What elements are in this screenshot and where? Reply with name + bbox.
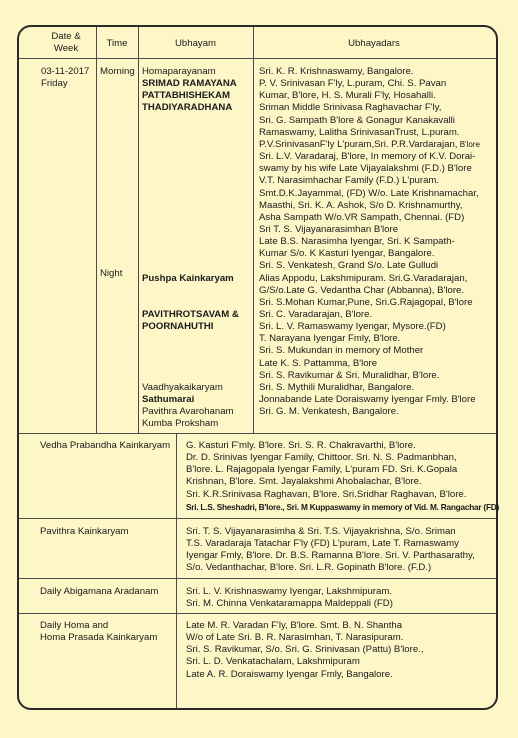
- col-divider-2: [138, 27, 139, 433]
- section-donor-line: G. Kasturi F'mly. B'lore. Sri. S. R. Chakravarthi, B'lore.: [186, 440, 416, 451]
- header-time: Time: [106, 38, 128, 49]
- time-morning: Morning: [100, 66, 135, 77]
- section-donor-line: Sri. L. V. Krishnaswamy Iyengar, Lakshmipuram.: [186, 586, 392, 597]
- section-donor-line: Sri. K.R.Srinivasa Raghavan, B'lore. Sri.Sridhar Raghavan, B'lore.: [186, 488, 467, 500]
- section-donor-line: Sri. T. S. Vijayanarasimha & Sri. T.S. Vijayakrishna, S/o. Sriman: [186, 526, 456, 537]
- ubhayadar-line: Sri. S. Venkatesh, Grand S/o. Late Gulludi: [259, 260, 439, 272]
- section-donor-line: Iyengar Fmly, B'lore. Dr. B.S. Ramanna B'lore. Sri. V. Parthasarathy,: [186, 550, 475, 562]
- ubhayadar-line: P. V. Srinivasan F'ly, L.puram, Chi. S. Pavan: [259, 78, 447, 90]
- section-donor-line: W/o of Late Sri. B. R. Narasimhan, T. Narasipuram.: [186, 632, 404, 644]
- event-date: 03-11-2017: [41, 66, 90, 77]
- ubhayadar-line: Sri. S. Ravikumar & Sri. Muralidhar, B'lore.: [259, 369, 440, 381]
- section-donor-line: T.S. Varadaraja Tatachar F'ly (FD) L'puram, Late T. Ramaswamy: [186, 538, 459, 550]
- section-donor-line: B'lore. L. Rajagopala Iyengar Family, L'puram FD. Sri. K.Gopala: [186, 464, 458, 476]
- ubhayadar-line: G/S/o.Late G. Vedantha Char (Abbanna), B'lore.: [259, 284, 465, 296]
- section-donor-line: S/o. Vedanthachar, B'lore. Sri. L.R. Gopinath B'lore. (F.D.): [186, 562, 432, 574]
- ubhayadar-line: P.V.SrinivasanF'ly L'puram,Sri. P.R.Vardarajan, B'lore: [259, 138, 480, 150]
- ubhayam-item: PATTABHISHEKAM: [142, 90, 230, 102]
- ubhayadar-line: Sri. S. Mukundan in memory of Mother: [259, 345, 424, 357]
- ubhayadar-line: Sri. G. Sampath B'lore & Gonagur Kanakavalli: [259, 114, 455, 126]
- section-title: Pavithra Kainkaryam: [40, 526, 129, 537]
- ubhayam-item: Pavithra Avarohanam: [142, 406, 234, 418]
- ubhayadar-line: Sri. K. R. Krishnaswamy, Bangalore.: [259, 66, 414, 77]
- header-date-week: [36, 31, 96, 55]
- ubhayam-item: POORNAHUTHI: [142, 321, 214, 333]
- ubhayadar-line: Kumar, B'lore, H. S. Murali F'ly, Hosahalli.: [259, 90, 436, 102]
- section-donor-line: Sri. S. Ravikumar, S/o. Sri. G. Srinivasan (Pattu) B'lore.,: [186, 644, 424, 656]
- ubhayadar-line: Sri. L.V. Varadaraj, B'lore, In memory of K.V. Dorai-: [259, 151, 476, 163]
- ubhayadar-line: Alias Appodu, Lakshmipuram. Sri.G.Varadarajan,: [259, 272, 468, 284]
- ubhayam-item: Sathumarai: [142, 394, 195, 406]
- ubhayadar-line: Ramaswamy, Lalitha SrinivasanTrust, L.puram.: [259, 126, 460, 138]
- section-divider-3: [19, 613, 496, 614]
- col-divider-3: [253, 27, 254, 433]
- ubhayadar-line: Sri. S.Mohan Kumar,Pune, Sri.G.Rajagopal, B'lore: [259, 296, 473, 308]
- ubhayadar-line: Sri. G. M. Venkatesh, Bangalore.: [259, 406, 399, 418]
- event-day: Friday: [41, 78, 68, 89]
- section-donor-line: Krishnan, B'lore. Smt. Jayalakshmi Ahobalachar, B'lore.: [186, 476, 422, 488]
- ubhayadar-line: V.T. Narasimhachar Family (F.D.) L'puram.: [259, 175, 440, 187]
- section-donor-line: Late M. R. Varadan F'ly, B'lore. Smt. B. N. Shantha: [186, 620, 403, 631]
- ubhayam-item: THADIYARADHANA: [142, 102, 233, 114]
- ubhayam-item: SRIMAD RAMAYANA: [142, 78, 237, 90]
- ubhayam-item: Pushpa Kainkaryam: [142, 272, 234, 284]
- col-divider-1: [96, 27, 97, 433]
- ubhayadar-line-suffix: B'lore: [457, 139, 480, 149]
- ubhayam-item: Kumba Proksham: [142, 418, 219, 430]
- header-divider: [19, 58, 496, 59]
- ubhayadar-line: Sriman Middle Srinivasa Raghavachar F'ly,: [259, 102, 442, 114]
- header-ubhayam: Ubhayam: [174, 38, 217, 49]
- header-week-line: Week: [53, 43, 79, 54]
- ubhayadar-line: Sri. L. V. Ramaswamy Iyengar, Mysore.(FD): [259, 321, 446, 333]
- section-title: Daily Homa and: [40, 620, 109, 631]
- section-donor-line: Sri. M. Chinna Venkataramappa Maldeppali (FD): [186, 598, 393, 610]
- ubhayadar-line: T. Narayana Iyengar Fmly, B'lore.: [259, 333, 401, 345]
- ubhayadar-line: Smt.D.K.Jayammal, (FD) W/o. Late Krishnamachar,: [259, 187, 479, 199]
- ubhayadar-line: Asha Sampath W/o.VR Sampath, Chennai. (FD): [259, 211, 465, 223]
- main-bottom-divider: [19, 433, 496, 434]
- ubhayadar-line: Late B.S. Narasimha Iyengar, Sri. K Sampath-: [259, 236, 455, 248]
- ubhayam-item: Vaadhyakaikaryam: [142, 381, 223, 393]
- section-donor-line: Sri. L.S. Sheshadri, B'lore., Sri. M Kuppaswamy in memory of Vid. M. Rangachar (FD): [186, 501, 500, 512]
- ubhayadar-line: swamy by his wife Late Vijayalakshmi (F.D.) B'lore: [259, 163, 472, 175]
- section-col-divider: [176, 433, 177, 708]
- section-donor-line: Late A. R. Doraiswamy Iyengar Fmly, Bangalore.: [186, 668, 393, 680]
- header-date-line: Date &: [51, 31, 81, 42]
- section-divider-1: [19, 518, 496, 519]
- ubhayadar-line: Sri. S. Mythili Muralidhar, Bangalore.: [259, 381, 415, 393]
- time-night: Night: [100, 268, 123, 279]
- ubhayam-item: Homaparayanam: [142, 66, 216, 77]
- section-title: Vedha Prabandha Kainkaryam: [40, 440, 171, 451]
- section-donor-line: Dr. D. Srinivas Iyengar Family, Chittoor. Sri. N. S. Padmanbhan,: [186, 452, 457, 464]
- section-title: Homa Prasada Kainkaryam: [40, 632, 158, 644]
- ubhayadar-line: Sri T. S. Vijayanarasimhan B'lore: [259, 223, 399, 235]
- ubhayadar-line: Kumar S/o. K Kasturi Iyengar, Bangalore.: [259, 248, 435, 260]
- ubhayadar-line: Sri. C. Varadarajan, B'lore.: [259, 309, 373, 320]
- ubhayadar-line: Maasthi, Sri. K. A. Ashok, S/o D. Krishnamurthy,: [259, 199, 463, 211]
- header-ubhayadars: Ubhayadars: [348, 38, 400, 49]
- section-title: Daily Abigamana Aradanam: [40, 586, 159, 597]
- ubhayadar-line: Late K. S. Pattamma, B'lore: [259, 357, 378, 369]
- ubhayam-item: PAVITHROTSAVAM &: [142, 309, 239, 320]
- section-divider-2: [19, 578, 496, 579]
- ubhayadar-line: Jonnabande Late Doraiswamy Iyengar Fmly. B'lore: [259, 394, 476, 406]
- section-donor-line: Sri. L. D. Venkatachalam, Lakshmipuram: [186, 656, 360, 668]
